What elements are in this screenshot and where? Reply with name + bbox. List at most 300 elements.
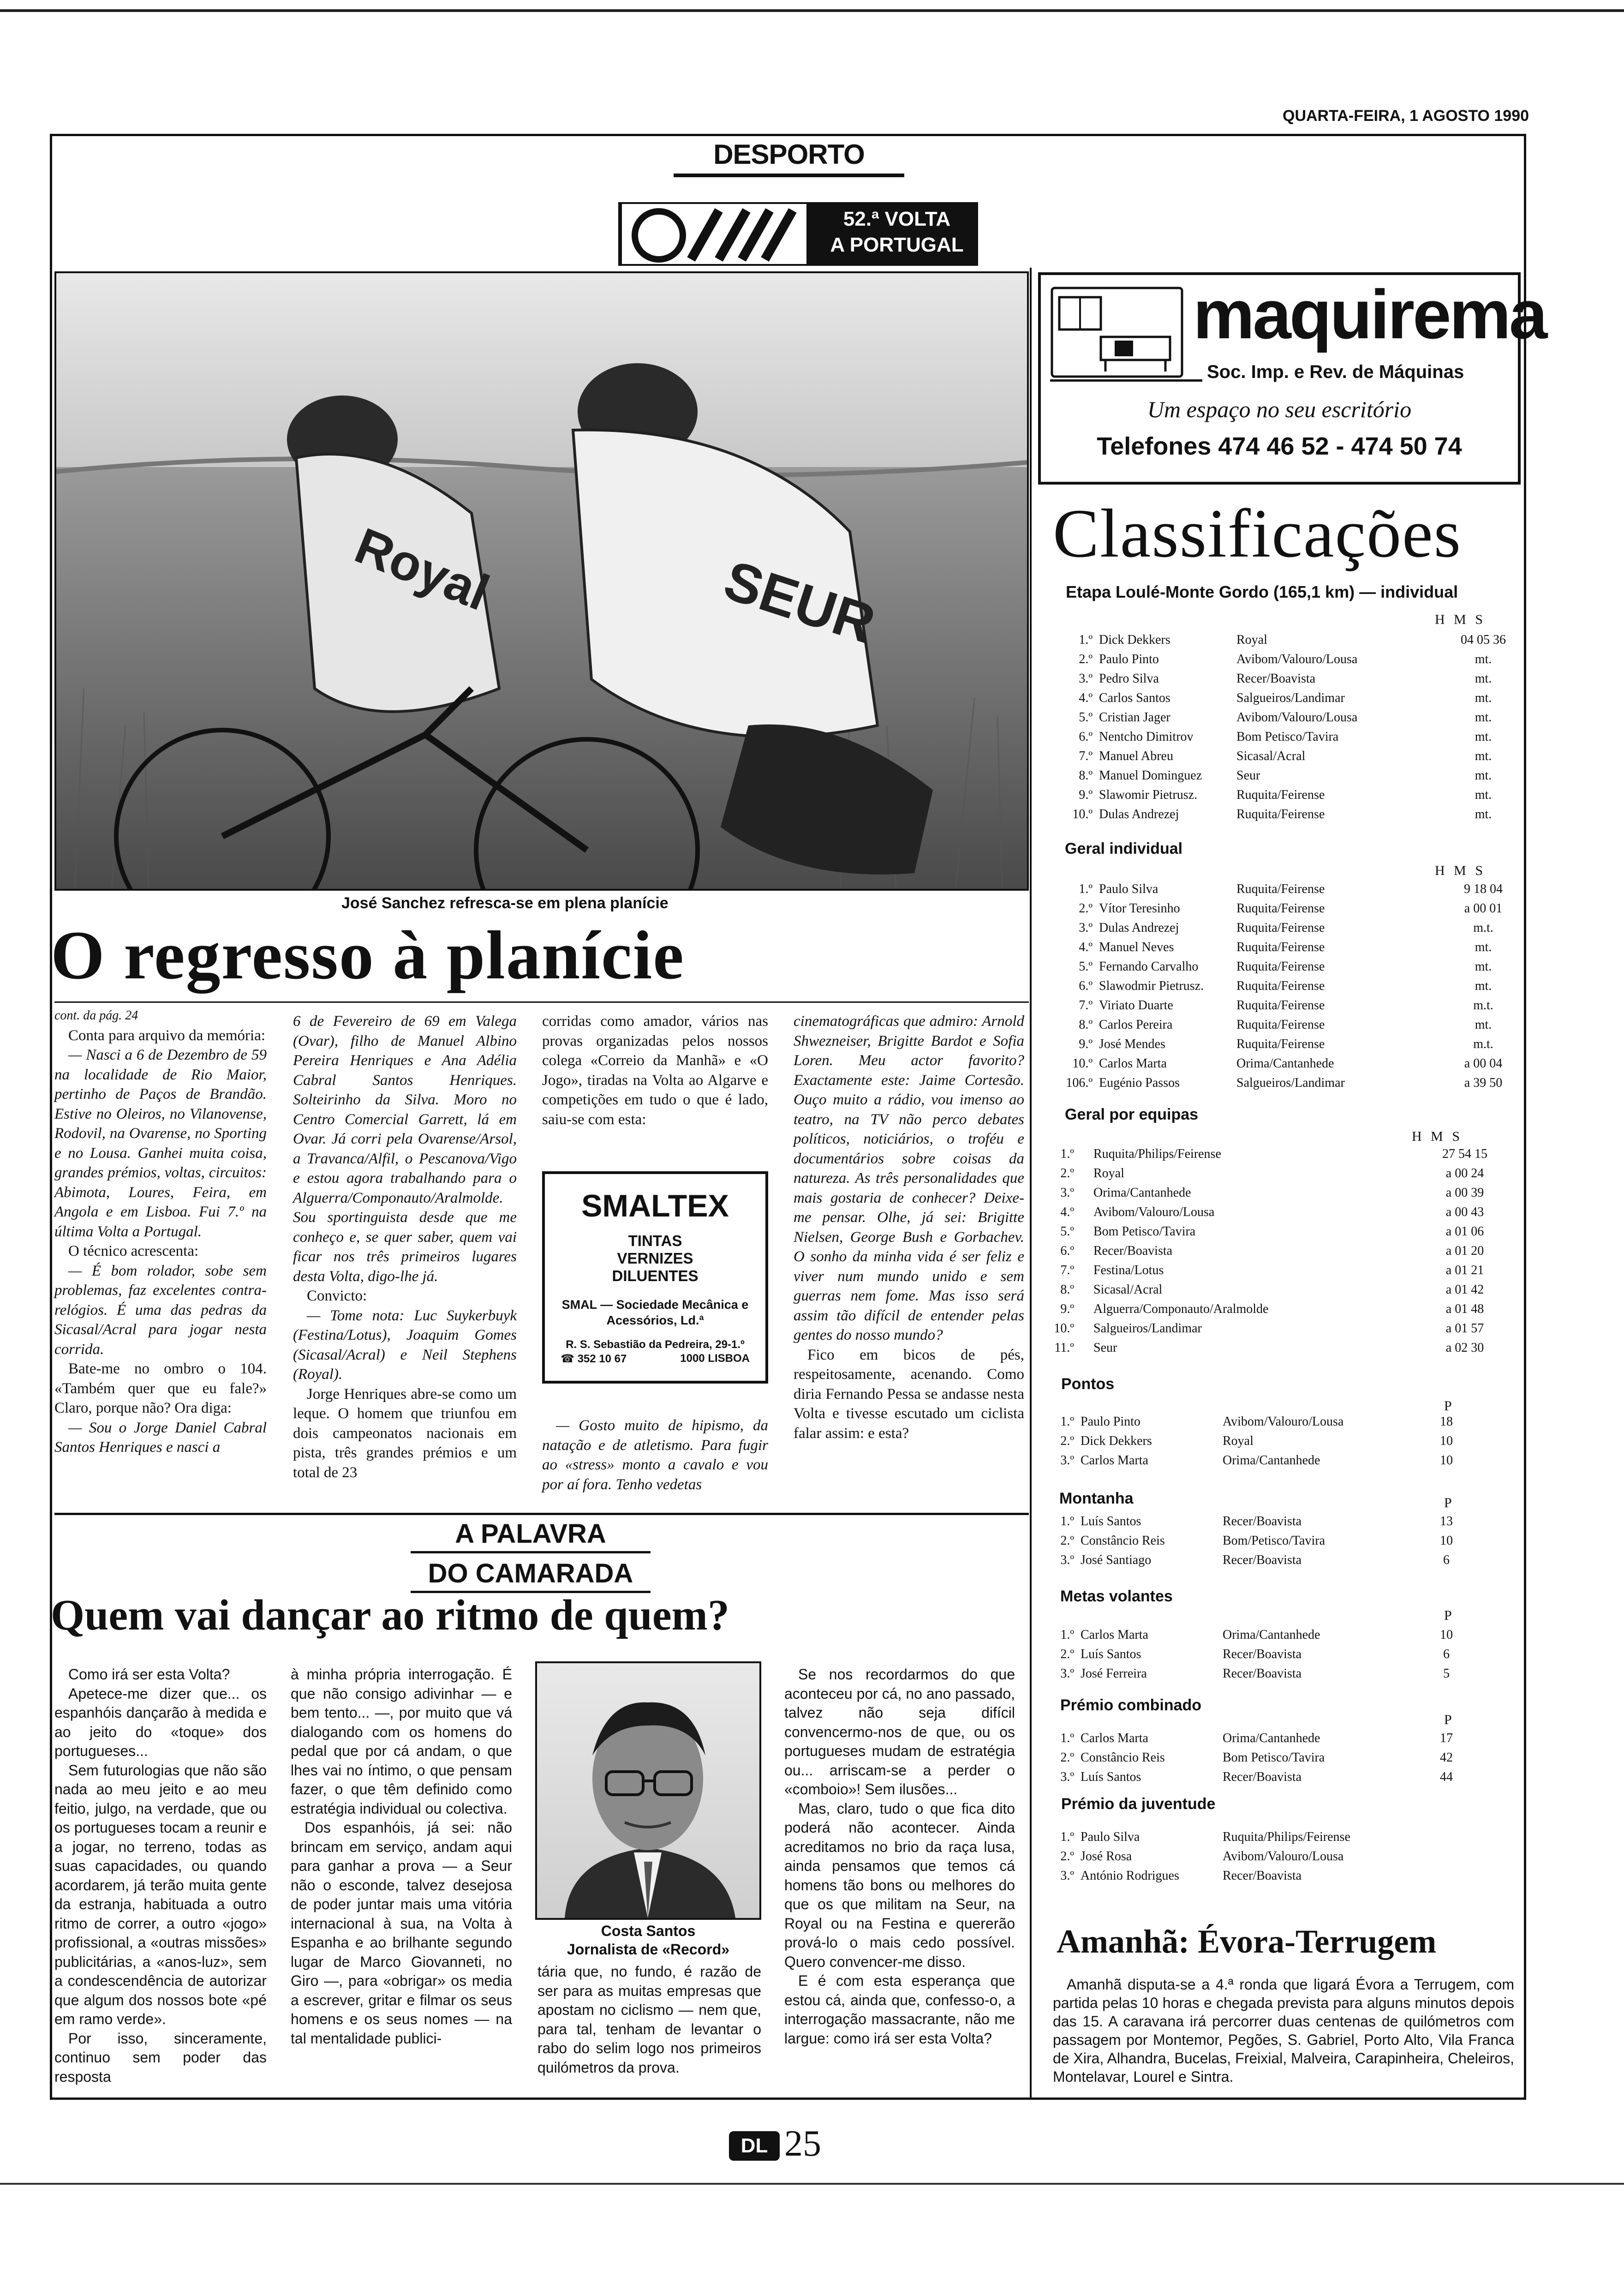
result-team: Orima/Cantanhede	[1093, 1186, 1191, 1200]
amanha-text-block	[1053, 1975, 1514, 2086]
result-team: Ruquita/Feirense	[1236, 998, 1325, 1013]
metas-row	[1038, 1645, 1499, 1664]
top-border-line	[0, 9, 1624, 12]
result-team: Royal	[1223, 1434, 1254, 1448]
result-rider: Paulo Pinto	[1099, 652, 1159, 666]
result-position: 10.º	[1072, 1056, 1093, 1071]
geral-row	[1057, 918, 1518, 938]
kicker	[411, 1518, 651, 1593]
article1-bottom-rule	[54, 1513, 1029, 1515]
result-team: Ruquita/Feirense	[1236, 901, 1325, 916]
smaltex-address: R. S. Sebastião da Pedreira, 29-1.º	[566, 1338, 745, 1351]
result-position: 8.º	[1079, 1018, 1093, 1032]
juventude-results-table	[1038, 1828, 1499, 1886]
result-position: 8.º	[1060, 1282, 1074, 1297]
result-rider: Manuel Neves	[1099, 940, 1174, 954]
result-rider: Slawodmir Pietrusz.	[1099, 979, 1204, 993]
result-value: mt.	[1475, 691, 1492, 705]
result-value: m.t.	[1473, 1037, 1493, 1051]
result-value: a 01 20	[1445, 1244, 1484, 1258]
kicker-line1: A PALAVRA	[411, 1518, 651, 1553]
article1-col4-p1: cinematográficas que admiro: Arnold Shwezneiser, Brigitte Bardot e Sofia Loren. Meu actor favorito? Exactamente este: Jaime Cortesão. Ouço muito a rádio, vou imenso ao teatro, na TV não perco debates políticos, noticiários, o troféu e documentários sobre coisas da natureza. As três personalidades que mais gostaria de conhecer? Deixe-me pensar. Olhe, já sei: Brigitte Nielsen, George Bush e Gorbachev. O sonho da minha vida é ser feliz e viver num mundo unido e sem guerras nem fome. Mas isso será assim tão difícil de entender pelas gentes do nosso mundo?	[794, 1013, 1024, 1343]
equipas-row	[1038, 1261, 1499, 1280]
equipas-row	[1038, 1164, 1499, 1183]
result-rider: Constâncio Reis	[1081, 1534, 1165, 1548]
result-rider: Dick Dekkers	[1081, 1434, 1152, 1448]
portrait-role: Jornalista de «Record»	[567, 1941, 730, 1958]
equipas-row	[1038, 1319, 1499, 1338]
equipas-row	[1038, 1203, 1499, 1222]
result-position: 7.º	[1060, 1263, 1074, 1277]
volta-logo-icon	[622, 204, 806, 264]
montanha-row	[1038, 1512, 1499, 1531]
result-position: 106.º	[1066, 1076, 1093, 1090]
combinado-results-table	[1038, 1729, 1499, 1787]
stage-row	[1057, 805, 1518, 824]
result-rider: Carlos Marta	[1081, 1628, 1148, 1642]
result-position: 2.º	[1060, 1647, 1074, 1661]
article1-col2-p2: Convicto:	[307, 1288, 367, 1304]
geral-row	[1057, 938, 1518, 957]
stage-title: Etapa Loulé-Monte Gordo (165,1 km) — individual	[1066, 582, 1458, 601]
result-team: Orima/Cantanhede	[1223, 1731, 1320, 1745]
equipas-results-table	[1038, 1144, 1499, 1358]
result-value: mt.	[1475, 652, 1492, 666]
result-position: 3.º	[1060, 1869, 1074, 1883]
result-rider: Viriato Duarte	[1099, 998, 1173, 1013]
section-label	[674, 138, 904, 177]
result-team: Bom/Petisco/Tavira	[1223, 1534, 1325, 1548]
result-team: Salgueiros/Landimar	[1093, 1321, 1202, 1336]
column2-column-2	[291, 1665, 512, 2048]
stage-results-table	[1057, 630, 1518, 824]
result-value: a 01 42	[1445, 1282, 1484, 1297]
result-value: 9 18 04	[1464, 882, 1503, 896]
result-position: 1.º	[1060, 1628, 1074, 1642]
result-team: Salgueiros/Landimar	[1236, 691, 1345, 705]
result-rider: Carlos Santos	[1099, 691, 1170, 705]
section-label-text: DESPORTO	[713, 139, 865, 170]
stage-row	[1057, 630, 1518, 650]
result-value: a 00 43	[1445, 1205, 1484, 1219]
combinado-row	[1038, 1748, 1499, 1768]
stage-row	[1057, 689, 1518, 708]
stage-row	[1057, 708, 1518, 727]
stage-hms-header: H M S	[1435, 612, 1486, 627]
result-team: Salgueiros/Landimar	[1236, 1076, 1345, 1090]
result-value: 18	[1440, 1414, 1453, 1429]
result-position: 6.º	[1060, 1244, 1074, 1258]
article1-col2-p3: — Tome nota: Luc Suykerbuyk (Festina/Lotus), Joaquim Gomes (Sicasal/Acral) e Neil Stephens (Royal).	[293, 1307, 517, 1383]
result-rider: Luís Santos	[1081, 1770, 1141, 1784]
article1-column-3-bottom	[542, 1416, 768, 1494]
result-position: 7.º	[1079, 998, 1093, 1013]
sidebar-divider	[1030, 268, 1032, 2100]
portrait-illustration	[537, 1663, 759, 1918]
result-team: Sicasal/Acral	[1093, 1282, 1163, 1297]
result-rider: Slawomir Pietrusz.	[1099, 788, 1198, 802]
result-rider: Luís Santos	[1081, 1647, 1141, 1661]
result-team: Bom Petisco/Tavira	[1093, 1224, 1196, 1239]
result-position: 4.º	[1079, 691, 1093, 705]
maquirema-ad	[1038, 272, 1546, 485]
article1-col1-p1: Conta para arquivo da memória:	[68, 1027, 266, 1044]
article1-column-1	[54, 1006, 267, 1457]
result-team: Ruquita/Feirense	[1236, 807, 1325, 821]
result-team: Seur	[1093, 1341, 1117, 1355]
result-value: mt.	[1475, 768, 1492, 783]
result-position: 2.º	[1060, 1534, 1074, 1548]
montanha-header: P	[1444, 1495, 1455, 1510]
page-number: 25	[784, 2123, 821, 2164]
article1-col1-p3: O técnico acrescenta:	[68, 1243, 199, 1259]
headline-rule	[54, 1001, 1029, 1003]
article1-col4-p2: Fico em bicos de pés, respeitosamente, acenando. Como diria Fernando Pessa se andasse nesta Volta e tivesse escutado um ciclista falar assim: e esta?	[794, 1346, 1024, 1442]
result-value: a 00 04	[1464, 1056, 1503, 1071]
cyclists-photo	[54, 271, 1029, 891]
portrait-photo	[535, 1661, 761, 1920]
result-position: 2.º	[1079, 901, 1093, 916]
result-value: 27 54 15	[1442, 1147, 1487, 1161]
result-team: Avibom/Valouro/Lousa	[1223, 1849, 1344, 1864]
maquirema-underline	[1050, 379, 1202, 382]
result-team: Bom Petisco/Tavira	[1236, 730, 1339, 744]
result-value: a 00 24	[1445, 1166, 1484, 1180]
result-value: mt.	[1475, 710, 1492, 725]
result-rider: Carlos Pereira	[1099, 1018, 1173, 1032]
result-value: mt.	[1475, 979, 1492, 993]
smaltex-contact-row	[561, 1352, 750, 1366]
result-team: Recer/Boavista	[1093, 1244, 1173, 1258]
result-value: 6	[1443, 1647, 1450, 1661]
column2-col3-p1: tária que, no fundo, é razão de ser para as muitas empresas que apostam no ciclismo — nem que, para tal, tenham de levantar o rabo do selim logo nos primeiros quilómetros da prova.	[537, 1963, 761, 2076]
result-team: Avibom/Valouro/Lousa	[1236, 710, 1358, 725]
result-team: Recer/Boavista	[1223, 1770, 1302, 1784]
juventude-row	[1038, 1828, 1499, 1847]
result-team: Sicasal/Acral	[1236, 749, 1306, 763]
geral-row	[1057, 899, 1518, 918]
result-position: 9.º	[1060, 1302, 1074, 1316]
result-team: Orima/Cantanhede	[1236, 1056, 1334, 1071]
office-furniture-icon	[1050, 286, 1184, 378]
result-rider: Pedro Silva	[1099, 671, 1159, 686]
result-value: 42	[1440, 1750, 1453, 1765]
result-position: 9.º	[1079, 788, 1093, 802]
portrait-name: Costa Santos	[601, 1923, 696, 1939]
result-value: 04 05 36	[1461, 633, 1506, 647]
article1-col2-p1: 6 de Fevereiro de 69 em Valega (Ovar), filho de Manuel Albino Pereira Henriques e Ana Adélia Cabral Santos Henriques. Solteirinho da Silva. Moro no Centro Comercial Garrett, lá em Ovar. Já corri pela Ovarense/Arsol, a Travanca/Alfil, o Pescanova/Vigo e estou agora trabalhando para o Alguerra/Componauto/Aralmolde. Sou sportinguista desde que me conheço e, se quer saber, quem vai ficar nos três primeiros lugares desta Volta, digo-lhe já.	[293, 1013, 517, 1285]
equipas-hms-header: H M S	[1412, 1129, 1463, 1144]
column2-col1-p4: Por isso, sinceramente, continuo sem poder das resposta	[54, 2030, 267, 2085]
result-team: Orima/Cantanhede	[1223, 1453, 1320, 1468]
equipas-row	[1038, 1183, 1499, 1203]
combinado-row	[1038, 1768, 1499, 1787]
montanha-row	[1038, 1531, 1499, 1551]
result-team: Ruquita/Feirense	[1236, 940, 1325, 954]
result-team: Ruquita/Feirense	[1236, 979, 1325, 993]
svg-text:Royal: Royal	[347, 517, 497, 622]
result-position: 2.º	[1060, 1434, 1074, 1448]
result-rider: Carlos Marta	[1081, 1731, 1148, 1745]
result-value: 44	[1440, 1770, 1453, 1784]
smaltex-line3: DILUENTES	[612, 1267, 699, 1284]
result-rider: Carlos Marta	[1081, 1453, 1148, 1468]
column-headline: Quem vai dançar ao ritmo de quem?	[51, 1591, 729, 1639]
result-value: mt.	[1475, 1018, 1492, 1032]
montanha-title: Montanha	[1059, 1490, 1134, 1507]
result-value: 10	[1440, 1534, 1453, 1548]
equipas-title: Geral por equipas	[1065, 1106, 1199, 1123]
result-position: 7.º	[1079, 749, 1093, 763]
result-team: Royal	[1093, 1166, 1124, 1180]
pontos-row	[1038, 1451, 1499, 1470]
geral-row	[1057, 996, 1518, 1015]
result-team: Ruquita/Philips/Feirense	[1093, 1147, 1221, 1161]
smaltex-brand: SMALTEX	[581, 1188, 729, 1223]
geral-results-table	[1057, 880, 1518, 1093]
result-rider: Vítor Teresinho	[1099, 901, 1180, 916]
article1-column-4	[794, 1012, 1024, 1443]
result-value: a 00 01	[1464, 901, 1503, 916]
result-position: 1.º	[1060, 1414, 1074, 1429]
footer-logo	[729, 2131, 780, 2161]
result-rider: Paulo Silva	[1081, 1830, 1140, 1844]
result-position: 3.º	[1060, 1186, 1074, 1200]
result-rider: Dulas Andrezej	[1099, 921, 1179, 935]
equipas-row	[1038, 1144, 1499, 1164]
montanha-row	[1038, 1551, 1499, 1570]
article1-col3-p1: corridas como amador, vários nas provas organizadas pelos nossos colega «Correio da Manhã» e «O Jogo», tiradas na Volta ao Algarve e competições em tudo o que é lado, saiu-se com esta:	[542, 1013, 768, 1128]
geral-row	[1057, 1054, 1518, 1073]
article1-column-3	[542, 1012, 768, 1129]
article1-col2-p4: Jorge Henriques abre-se como um leque. O homem que triunfou em dois campeonatos nacionais em pista, três grandes prémios e um total de 23	[293, 1385, 517, 1481]
column2-column-4	[784, 1665, 1015, 2048]
column2-col1-p3: Sem futurologias que não são nada ao meu jeito e ao meu feitio, julgo, na verdade, que ou os portugueses tocam a reunir e a jogar, no terreno, todas as suas capacidades, ou quando acordarem, já terão muita gente da estranja, habituada a outro ritmo de correr, a outro «jogo» profissional, a «outras missões» publicitárias, a «anos-luz», sem a condescendência de autorizar que algum dos nossos bote «pé em ramo verde».	[54, 1762, 267, 2027]
result-value: mt.	[1475, 807, 1492, 821]
result-team: Alguerra/Componauto/Aralmolde	[1093, 1302, 1269, 1316]
stage-row	[1057, 785, 1518, 805]
juventude-title: Prémio da juventude	[1061, 1795, 1216, 1813]
result-team: Festina/Lotus	[1093, 1263, 1164, 1277]
result-position: 5.º	[1060, 1224, 1074, 1239]
result-value: a 01 57	[1445, 1321, 1484, 1336]
result-team: Bom Petisco/Tavira	[1223, 1750, 1325, 1765]
pontos-row	[1038, 1432, 1499, 1451]
stage-row	[1057, 669, 1518, 689]
metas-row	[1038, 1664, 1499, 1684]
result-position: 3.º	[1079, 671, 1093, 686]
result-position: 5.º	[1079, 710, 1093, 725]
result-team: Ruquita/Feirense	[1236, 1037, 1325, 1051]
metas-header: P	[1444, 1608, 1455, 1623]
maquirema-subtitle: Soc. Imp. e Rev. de Máquinas	[1207, 362, 1464, 382]
cyclists-illustration	[56, 273, 1027, 889]
article1-col1-p5: Bate-me no ombro o 104. «Também quer que eu fale?» Claro, porque não? Ora diga:	[54, 1360, 267, 1416]
result-rider: Fernando Carvalho	[1099, 959, 1199, 974]
column2-column-3-bottom	[537, 1962, 761, 2077]
result-position: 10.º	[1054, 1321, 1074, 1336]
result-position: 1.º	[1060, 1731, 1074, 1745]
juventude-row	[1038, 1866, 1499, 1886]
result-team: Recer/Boavista	[1223, 1869, 1302, 1883]
amanha-title: Amanhã: Évora-Terrugem	[1057, 1923, 1437, 1960]
result-team: Recer/Boavista	[1223, 1647, 1302, 1661]
montanha-results-table	[1038, 1512, 1499, 1570]
result-team: Seur	[1236, 768, 1260, 783]
result-team: Recer/Boavista	[1223, 1514, 1302, 1528]
column2-column-1	[54, 1665, 267, 2086]
result-rider: Carlos Marta	[1099, 1056, 1167, 1071]
result-rider: Luís Santos	[1081, 1514, 1141, 1528]
result-value: mt.	[1475, 730, 1492, 744]
result-position: 2.º	[1079, 652, 1093, 666]
kicker-line2: DO CAMARADA	[411, 1558, 651, 1593]
continued-note: cont. da pág. 24	[54, 1008, 138, 1023]
smaltex-line2: VERNIZES	[617, 1250, 693, 1267]
banner-line2: A PORTUGAL	[830, 234, 964, 256]
result-rider: Constâncio Reis	[1081, 1750, 1165, 1765]
result-value: m.t.	[1473, 921, 1493, 935]
geral-title: Geral individual	[1065, 840, 1183, 857]
geral-row	[1057, 1035, 1518, 1054]
result-position: 9.º	[1079, 1037, 1093, 1051]
result-rider: José Mendes	[1099, 1037, 1165, 1051]
pontos-results-table	[1038, 1412, 1499, 1470]
result-rider: Paulo Silva	[1099, 882, 1158, 896]
result-position: 1.º	[1079, 882, 1093, 896]
result-value: a 39 50	[1464, 1076, 1503, 1090]
article1-column-2	[293, 1012, 517, 1482]
result-rider: José Santiago	[1081, 1553, 1152, 1567]
combinado-header: P	[1444, 1712, 1455, 1727]
metas-results-table	[1038, 1625, 1499, 1684]
result-position: 5.º	[1079, 959, 1093, 974]
jersey-text: SEUR	[716, 549, 883, 655]
amanha-text: Amanhã disputa-se a 4.ª ronda que ligará Évora a Terrugem, com partida pelas 10 horas e chegada prevista para alguns minutos depois das 15. A caravana irá percorrer duas centenas de quilómetros com passagem por Montemor, Pegões, S. Gabriel, Porto Alto, Vila Franca de Xira, Alhandra, Bucelas, Freixial, Malveira, Carapinheira, Cheleiros, Montelavar, Lourel e Sintra.	[1053, 1976, 1514, 2085]
smaltex-ad	[542, 1171, 768, 1384]
geral-hms-header: H M S	[1435, 863, 1486, 878]
column2-col1-p2: Apetece-me dizer que... os espanhóis dançarão à medida e ao jeito do «toque» dos portugueses...	[54, 1685, 267, 1759]
result-position: 3.º	[1079, 921, 1093, 935]
equipas-row	[1038, 1222, 1499, 1241]
result-team: Ruquita/Feirense	[1236, 882, 1325, 896]
geral-row	[1057, 957, 1518, 977]
result-team: Recer/Boavista	[1223, 1666, 1302, 1681]
portrait-caption	[535, 1922, 761, 1959]
result-value: mt.	[1475, 749, 1492, 763]
banner-line1: 52.ª VOLTA	[843, 208, 951, 230]
result-value: 5	[1443, 1666, 1450, 1681]
result-position: 6.º	[1079, 730, 1093, 744]
geral-row	[1057, 1073, 1518, 1093]
metas-row	[1038, 1625, 1499, 1645]
article1-col1-p6: — Sou o Jorge Daniel Cabral Santos Henriques e nasci a	[54, 1419, 267, 1456]
result-team: Ruquita/Philips/Feirense	[1223, 1830, 1350, 1844]
result-position: 2.º	[1060, 1849, 1074, 1864]
result-value: a 01 48	[1445, 1302, 1484, 1316]
combinado-title: Prémio combinado	[1060, 1696, 1202, 1714]
result-position: 2.º	[1060, 1166, 1074, 1180]
geral-row	[1057, 1015, 1518, 1035]
article1-col3-p2: — Gosto muito de hipismo, da natação e de atletismo. Para fugir ao «stress» monto a cavalo e vou por aí fora. Tenho vedetas	[542, 1417, 768, 1493]
article1-col1-p4: — É bom rolador, sobe sem problemas, faz excelentes contra-relógios. É uma das pedras da Sicasal/Acral para jogar nesta corrida.	[54, 1262, 267, 1358]
column2-col4-p1: Se nos recordarmos do que aconteceu por cá, no ano passado, talvez não seja difícil convencermo-nos de que, ou os portugueses mudam de estratégia ou... arriscam-se a perder o «comboio»! Sem ilusões...	[784, 1666, 1015, 1798]
article-headline: O regresso à planície	[51, 917, 685, 994]
stage-row	[1057, 747, 1518, 766]
result-value: mt.	[1475, 959, 1492, 974]
edition-date: QUARTA-FEIRA, 1 AGOSTO 1990	[1283, 107, 1529, 125]
result-position: 11.º	[1054, 1341, 1074, 1355]
result-position: 3.º	[1060, 1770, 1074, 1784]
result-team: Recer/Boavista	[1223, 1553, 1302, 1567]
result-value: 10	[1440, 1628, 1453, 1642]
pontos-title: Pontos	[1061, 1375, 1115, 1393]
stage-row	[1057, 650, 1518, 669]
result-position: 2.º	[1060, 1750, 1074, 1765]
juventude-row	[1038, 1847, 1499, 1866]
equipas-row	[1038, 1280, 1499, 1300]
result-value: 6	[1443, 1553, 1450, 1567]
equipas-row	[1038, 1338, 1499, 1358]
result-value: a 01 06	[1445, 1224, 1484, 1239]
stage-row	[1057, 727, 1518, 747]
result-position: 1.º	[1079, 633, 1093, 647]
metas-title: Metas volantes	[1060, 1588, 1173, 1605]
maquirema-slogan: Um espaço no seu escritório	[1147, 396, 1412, 422]
result-position: 3.º	[1060, 1553, 1074, 1567]
smaltex-line1: TINTAS	[628, 1232, 682, 1249]
result-value: a 02 30	[1445, 1341, 1484, 1355]
volta-banner	[618, 202, 978, 266]
smaltex-phone: ☎ 352 10 67	[561, 1353, 627, 1365]
result-team: Ruquita/Feirense	[1236, 959, 1325, 974]
result-value: a 01 21	[1445, 1263, 1484, 1277]
photo-caption: José Sanchez refresca-se em plena planície	[341, 894, 669, 912]
result-position: 6.º	[1079, 979, 1093, 993]
equipas-row	[1038, 1300, 1499, 1319]
result-rider: Dulas Andrezej	[1099, 807, 1179, 821]
column2-col1-p1: Como irá ser esta Volta?	[68, 1666, 230, 1683]
maquirema-brand: maquirema	[1193, 276, 1546, 353]
pontos-header: P	[1444, 1398, 1455, 1414]
result-position: 1.º	[1060, 1514, 1074, 1528]
result-rider: Cristian Jager	[1099, 710, 1170, 725]
result-team: Royal	[1236, 633, 1267, 647]
result-rider: José Rosa	[1081, 1849, 1132, 1864]
equipas-row	[1038, 1241, 1499, 1261]
result-value: mt.	[1475, 671, 1492, 686]
result-rider: Manuel Abreu	[1099, 749, 1173, 763]
result-position: 4.º	[1079, 940, 1093, 954]
result-position: 3.º	[1060, 1453, 1074, 1468]
smaltex-city: 1000 LISBOA	[680, 1352, 750, 1365]
result-value: 17	[1440, 1731, 1453, 1745]
result-team: Recer/Boavista	[1236, 671, 1316, 686]
result-value: 13	[1440, 1514, 1453, 1528]
result-position: 3.º	[1060, 1666, 1074, 1681]
result-team: Avibom/Valouro/Lousa	[1236, 652, 1358, 666]
geral-row	[1057, 880, 1518, 899]
result-value: a 00 39	[1445, 1186, 1484, 1200]
combinado-row	[1038, 1729, 1499, 1748]
footer-logo-text: DL	[740, 2134, 768, 2157]
geral-row	[1057, 977, 1518, 996]
result-value: 10	[1440, 1453, 1453, 1468]
result-position: 10.º	[1072, 807, 1093, 821]
result-position: 8.º	[1079, 768, 1093, 783]
result-team: Orima/Cantanhede	[1223, 1628, 1320, 1642]
result-value: m.t.	[1473, 998, 1493, 1013]
